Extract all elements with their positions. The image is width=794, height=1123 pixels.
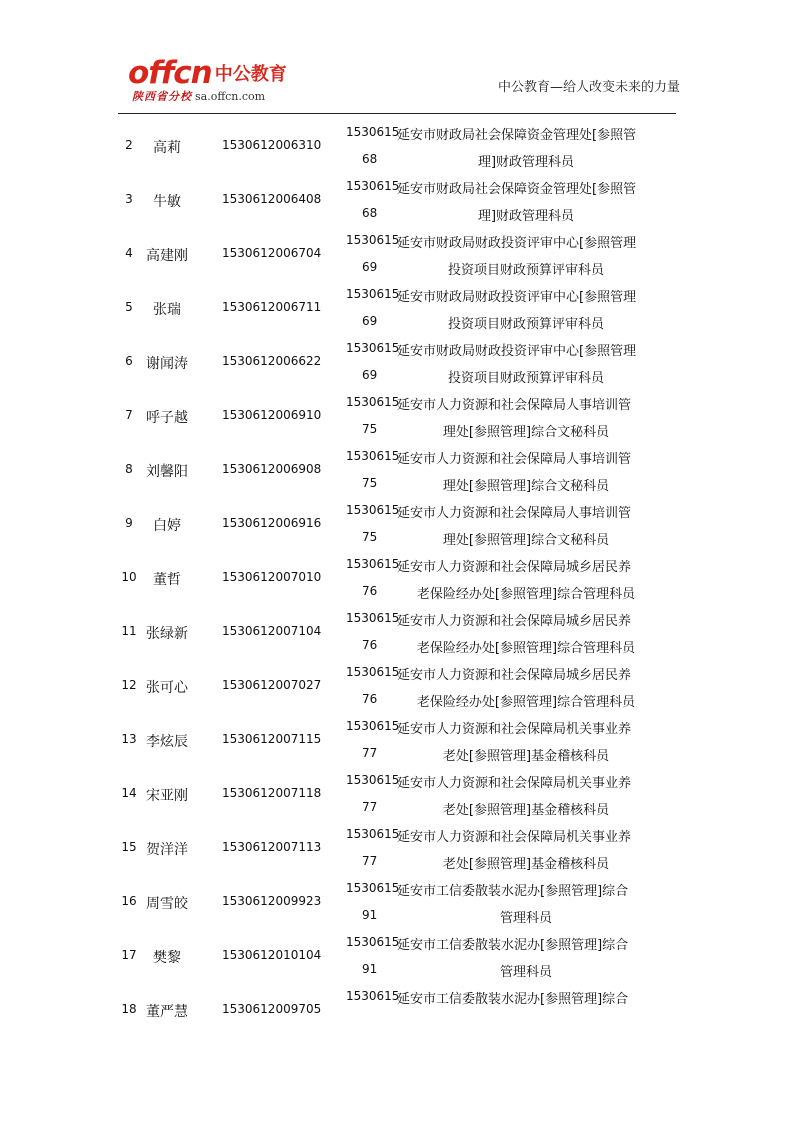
position-title-line1: 延安市财政局社会保障资金管理处[参照管 [397,182,637,197]
position-code-suffix: 69 [362,314,378,328]
position-title-line1: 延安市人力资源和社会保障局城乡居民养 [397,614,632,629]
position-code-suffix: 76 [362,584,378,598]
position-code-suffix: 76 [362,638,378,652]
table-row [0,769,794,823]
candidate-name: 张可心 [146,680,188,696]
position-title-line1: 延安市人力资源和社会保障局人事培训管 [397,398,632,413]
table-row [0,445,794,499]
exam-number: 1530612006704 [222,246,322,260]
position-code-suffix: 75 [362,476,378,490]
exam-number: 1530612006711 [222,300,322,314]
position-title-line1: 延安市人力资源和社会保障局城乡居民养 [397,668,632,683]
candidate-name: 李炫辰 [146,734,188,750]
exam-number: 1530612009923 [222,894,322,908]
position-title-line2: 老保险经办处[参照管理]综合管理科员 [416,641,636,656]
position-title-line1: 延安市工信委散装水泥办[参照管理]综合 [397,884,629,899]
table-row [0,229,794,283]
position-code: 1530615 [346,773,400,787]
results-table [0,121,794,1039]
candidate-name: 牛敏 [153,194,181,210]
candidate-name: 谢闻涛 [146,356,188,372]
position-code-suffix: 77 [362,746,378,760]
table-row [0,877,794,931]
position-title-line1: 延安市人力资源和社会保障局机关事业养 [397,776,632,791]
logo-offcn-text: offcn [128,55,212,91]
candidate-name: 董严慧 [146,1004,188,1020]
position-title-line1: 延安市财政局财政投资评审中心[参照管理 [397,344,637,359]
row-number: 15 [121,840,137,854]
candidate-name: 呼子越 [146,410,188,426]
table-row [0,175,794,229]
candidate-name: 张绿新 [146,626,188,642]
row-number: 5 [125,300,133,314]
table-row [0,391,794,445]
position-title-line1: 延安市人力资源和社会保障局机关事业养 [397,830,632,845]
position-title-line1: 延安市人力资源和社会保障局人事培训管 [397,506,632,521]
position-code: 1530615 [346,557,400,571]
exam-number: 1530612007118 [222,786,322,800]
position-code: 1530615 [346,287,400,301]
position-code: 1530615 [346,503,400,517]
table-row [0,823,794,877]
row-number: 9 [125,516,133,530]
exam-number: 1530612006622 [222,354,322,368]
row-number: 12 [121,678,137,692]
row-number: 8 [125,462,133,476]
position-title-line2: 老处[参照管理]基金稽核科员 [442,803,610,818]
exam-number: 1530612006916 [222,516,322,530]
row-number: 7 [125,408,133,422]
position-title-line2: 理处[参照管理]综合文秘科员 [442,425,610,440]
offcn-logo [128,55,298,104]
exam-number: 1530612007104 [222,624,322,638]
row-number: 16 [121,894,137,908]
exam-number: 1530612007010 [222,570,322,584]
position-code-suffix: 77 [362,800,378,814]
table-row [0,121,794,175]
table-row [0,715,794,769]
row-number: 11 [121,624,137,638]
position-title-line1: 延安市工信委散装水泥办[参照管理]综合 [397,992,629,1007]
position-code-suffix: 69 [362,368,378,382]
position-code: 1530615 [346,719,400,733]
logo-url: sa.offcn.com [195,90,266,103]
candidate-name: 白婷 [153,518,181,534]
position-title-line1: 延安市人力资源和社会保障局城乡居民养 [397,560,632,575]
position-title-line1: 延安市财政局社会保障资金管理处[参照管 [397,128,637,143]
row-number: 10 [121,570,137,584]
row-number: 2 [125,138,133,152]
table-row [0,337,794,391]
candidate-name: 董哲 [153,572,181,588]
position-title-line2: 管理科员 [499,911,552,926]
position-title-line2: 投资项目财政预算评审科员 [447,317,604,332]
position-code-suffix: 68 [362,152,378,166]
logo-cn-text: 中公教育 [214,64,287,85]
exam-number: 1530612010104 [222,948,322,962]
exam-number: 1530612009705 [222,1002,322,1016]
candidate-name: 樊黎 [153,950,181,966]
position-title-line1: 延安市财政局财政投资评审中心[参照管理 [397,290,637,305]
position-code-suffix: 75 [362,422,378,436]
position-code-suffix: 91 [362,962,378,976]
position-title-line2: 投资项目财政预算评审科员 [447,371,604,386]
position-title-line2: 理]财政管理科员 [477,209,575,224]
position-code: 1530615 [346,989,400,1003]
position-title-line2: 理处[参照管理]综合文秘科员 [442,479,610,494]
position-title-line2: 老保险经办处[参照管理]综合管理科员 [416,695,636,710]
row-number: 6 [125,354,133,368]
position-code: 1530615 [346,881,400,895]
position-title-line2: 投资项目财政预算评审科员 [447,263,604,278]
position-title-line1: 延安市财政局财政投资评审中心[参照管理 [397,236,637,251]
table-row [0,499,794,553]
position-code: 1530615 [346,125,400,139]
candidate-name: 贺洋洋 [146,842,188,858]
table-row [0,931,794,985]
exam-number: 1530612007027 [222,678,322,692]
logo-subline [132,88,265,104]
exam-number: 1530612006908 [222,462,322,476]
position-code: 1530615 [346,935,400,949]
position-title-line1: 延安市工信委散装水泥办[参照管理]综合 [397,938,629,953]
position-title-line2: 老保险经办处[参照管理]综合管理科员 [416,587,636,602]
position-code: 1530615 [346,233,400,247]
row-number: 17 [121,948,137,962]
position-code-suffix: 68 [362,206,378,220]
row-number: 13 [121,732,137,746]
position-code: 1530615 [346,341,400,355]
candidate-name: 张瑞 [153,302,181,318]
position-code: 1530615 [346,395,400,409]
exam-number: 1530612006408 [222,192,322,206]
position-title-line2: 老处[参照管理]基金稽核科员 [442,857,610,872]
exam-number: 1530612006310 [222,138,322,152]
candidate-name: 高莉 [153,140,181,156]
logo-branch-text: 陕西省分校 [132,90,192,103]
position-code-suffix: 76 [362,692,378,706]
position-code-suffix: 75 [362,530,378,544]
row-number: 4 [125,246,133,260]
exam-number: 1530612006910 [222,408,322,422]
position-code: 1530615 [346,827,400,841]
exam-number: 1530612007115 [222,732,322,746]
candidate-name: 刘馨阳 [146,464,188,480]
table-row [0,553,794,607]
table-row [0,283,794,337]
position-code: 1530615 [346,179,400,193]
header-divider [118,113,676,114]
row-number: 18 [121,1002,137,1016]
position-code-suffix: 69 [362,260,378,274]
exam-number: 1530612007113 [222,840,322,854]
page-header [0,0,794,116]
candidate-name: 宋亚刚 [146,788,188,804]
position-title-line1: 延安市人力资源和社会保障局机关事业养 [397,722,632,737]
position-code: 1530615 [346,665,400,679]
table-row [0,607,794,661]
position-title-line2: 理]财政管理科员 [477,155,575,170]
candidate-name: 高建刚 [146,248,188,264]
position-title-line2: 理处[参照管理]综合文秘科员 [442,533,610,548]
table-row [0,661,794,715]
position-code-suffix: 77 [362,854,378,868]
table-row [0,985,794,1039]
row-number: 14 [121,786,137,800]
header-slogan: 中公教育—给人改变未来的力量 [498,80,681,95]
position-code: 1530615 [346,611,400,625]
position-title-line1: 延安市人力资源和社会保障局人事培训管 [397,452,632,467]
position-title-line2: 老处[参照管理]基金稽核科员 [442,749,610,764]
row-number: 3 [125,192,133,206]
position-title-line2: 管理科员 [499,965,552,980]
position-code-suffix: 91 [362,908,378,922]
candidate-name: 周雪皎 [146,896,188,912]
position-code: 1530615 [346,449,400,463]
